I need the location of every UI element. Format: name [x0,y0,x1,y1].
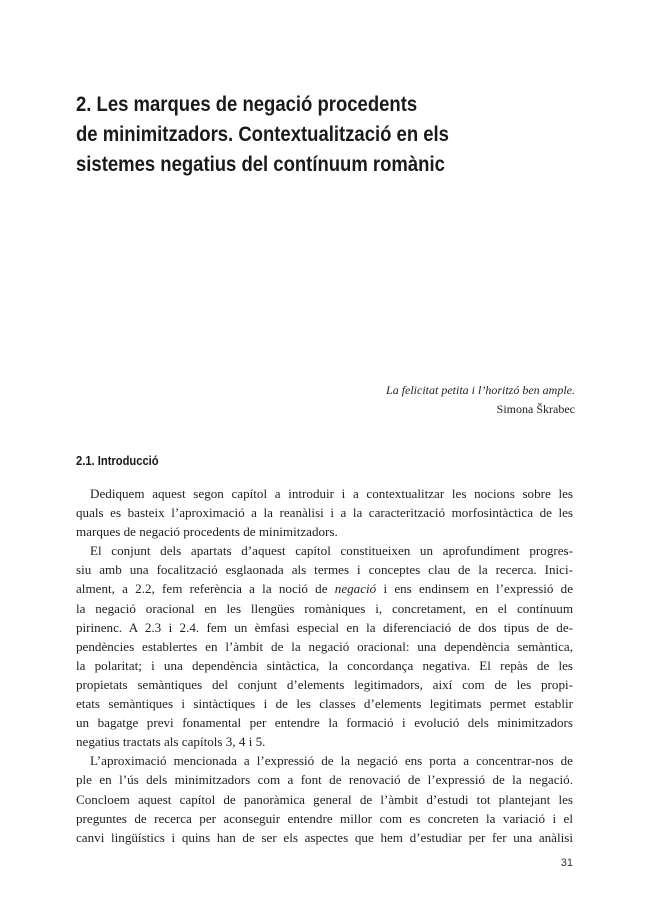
section-heading: 2.1. Introducció [76,453,159,468]
chapter-title [76,89,506,179]
body-text-run: alment, a 2.2, fem referència a la noció de [76,581,328,597]
body-line: Dediquem aquest segon capítol a introduir i a contextualitzar les nocions sobre les [90,486,573,501]
body-line: quals es basteix l’aproximació a la reanàlisi i a la caracterització morfosintàctica de les [76,505,573,521]
body-line: un bagatge previ fonamental per entendre la formació i evolució dels minimitzadors [76,715,573,731]
italic-term: negació [334,581,377,597]
epigraph-quote: La felicitat petita i l’horitzó ben ample. [386,383,575,397]
body-line: pirinenc. A 2.3 i 2.4. fem un èmfasi especial en la diferenciació de dos tipus de de- [76,619,573,635]
body-line: El conjunt dels apartats d’aquest capítol constitueixen un aprofundiment progres- [90,543,573,559]
epigraph-author: Simona Škrabec [496,402,575,416]
body-line: canvi lingüístics i quins han de ser els aspectes que hem d’estudiar per fer una anàlisi [76,829,573,845]
body-line: propietats semàntiques del conjunt d’elements legitimadors, així com de les propi- [76,676,573,692]
page-number: 31 [560,857,573,869]
body-line: negatius tractats als capítols 3, 4 i 5. [76,734,266,750]
body-line: L’aproximació mencionada a l’expressió de la negació ens porta a concentrar-nos de [90,753,573,769]
body-line: la polaritat; i una dependència sintàctica, la concordança negativa. El repàs de les [76,657,573,673]
body-line: marques de negació procedents de minimitzadors. [76,524,338,540]
chapter-title-line: 2. Les marques de negació procedents [76,92,418,116]
chapter-title-line: sistemes negatius del contínuum romànic [76,152,445,176]
body-line: pendències establertes en l’àmbit de la negació oracional: una dependència semàntica, [76,638,573,654]
body-line: ple en l’ús dels minimitzadors com a font de renovació de l’expressió de la negació. [76,772,573,788]
body-line: siu amb una focalització esglaonada als termes i conceptes clau de la recerca. Inici- [76,562,573,578]
body-text-run: i ens endinsem en l’expressió de [383,581,574,597]
body-line: preguntes de recerca per aconseguir entendre millor com es concreten la variació i el [76,810,573,826]
body-line: la negació oracional en les llengües romàniques i, concretament, en el contínuum [76,600,573,616]
chapter-title-line: de minimitzadors. Contextualització en els [76,122,449,146]
body-line: etats semàntiques i sintàctiques i de les classes d’elements legitimats permet establir [76,696,573,712]
epigraph [386,381,575,419]
body-line: Concloem aquest capítol de panoràmica general de l’àmbit d’estudi tot plantejant les [76,791,573,807]
body-line-mixed [76,579,573,598]
body-text [76,484,573,847]
